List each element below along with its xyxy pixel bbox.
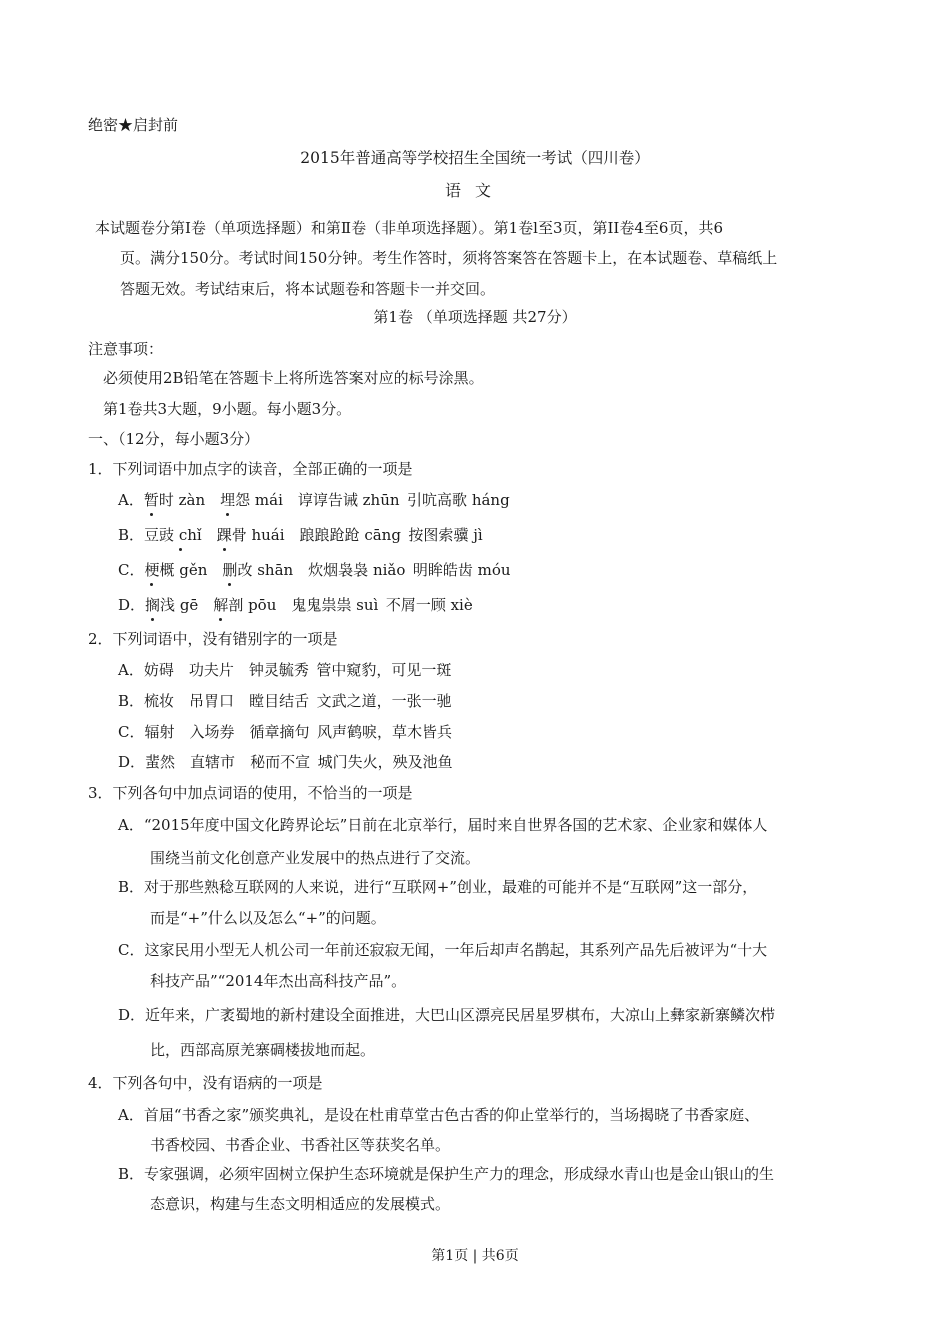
q3-option-d [118,1005,775,1025]
dotted-char: 梗 [144,561,160,579]
option-label: C． [118,723,145,741]
dotted-char: 删 [222,561,238,579]
word: 循章摘句 [249,723,310,741]
word: 豆 [144,526,160,544]
dotted-char: 踝 [216,526,232,544]
option-label: C． [118,941,145,959]
word: 城门失火，殃及池鱼 [317,753,453,771]
word: 入场券 [189,723,235,741]
word: 直辖市 [190,753,236,771]
word: 按图索骥 jì [408,526,483,544]
option-text: “2015年度中国文化跨界论坛”日前在北京举行，届时来自世界各国的艺术家、企业家和媒体人 [143,816,768,834]
dotted-char: 埋 [220,491,236,509]
option-text: 近年来，广袤蜀地的新村建设全面推进，大巴山区漂亮民居星罗棋布，大凉山上彝家新寨鳞次栉 [145,1006,776,1024]
intro-line-1: 本试题卷分第Ⅰ卷（单项选择题）和第Ⅱ卷（非单项选择题）。第1卷l至3页，第II卷4至6页，共6 [95,219,723,237]
q3-option-b-cont: 而是“+”什么以及怎么“+”的问题。 [150,909,386,927]
word: 秘而不宣 [250,753,311,771]
word: 文武之道，一张一驰 [316,692,452,710]
word: 不屑一顾 xiè [385,596,473,614]
q3-option-b [118,877,757,897]
q1-option-a [118,490,510,510]
option-text: 这家民用小型无人机公司一年前还寂寂无闻，一年后却声名鹊起，其系列产品先后被评为“十大 [144,941,768,959]
q3-option-d-cont: 比，西部高原羌寨碉楼拔地而起。 [150,1041,376,1059]
word: 钟灵毓秀 [248,661,309,679]
word: 时 zàn [158,491,206,509]
notes-item-1: 必须使用2B铅笔在答题卡上将所选答案对应的标号涂黑。 [103,369,484,387]
page-number: 第1页 | 共6页 [431,1248,519,1264]
option-label: C． [118,561,145,579]
option-label: A． [118,816,144,834]
word: 妨碍 [143,661,174,679]
q2-option-b [118,691,452,711]
word: 明眸皓齿 móu [412,561,511,579]
q2-option-d [118,752,453,772]
dotted-char: 暂 [143,491,159,509]
intro-line-3: 答题无效。考试结束后，将本试题卷和答题卡一并交回。 [120,280,496,298]
option-text: 专家强调，必须牢固树立保护生态环境就是保护生产力的理念，形成绿水青山也是金山银山的生 [144,1165,775,1183]
word: 管中窥豹，可见一斑 [316,661,452,679]
word: 怨 mái [235,491,283,509]
section-title: 第1卷 （单项选择题 共27分） [373,308,577,326]
q3-option-a [118,815,767,835]
q4-option-b [118,1164,774,1184]
word: 炊烟袅袅 niǎo [308,561,406,579]
option-label: B． [118,526,145,544]
word: 功夫片 [188,661,234,679]
option-label: D． [118,753,146,771]
q3-option-c-cont: 科技产品”“2014年杰出高科技产品”。 [150,972,407,990]
option-label: A． [118,491,144,509]
word: 鬼鬼祟祟 suì [291,596,379,614]
q2-option-a [118,660,451,680]
option-text: 首届“书香之家”颁奖典礼，是设在杜甫草堂古色古香的仰止堂举行的，当场揭晓了书香家庭、 [143,1106,760,1124]
part1-heading: 一、（12分，每小题3分） [88,430,260,448]
dotted-char: 搁 [145,596,161,614]
word: 瞠目结舌 [249,692,310,710]
word: 辐射 [144,723,175,741]
dotted-word: 豉 chǐ [159,526,202,544]
word: 踉踉跄跄 cāng [299,526,401,544]
word: 谆谆告诫 zhūn [297,491,400,509]
q2-option-c [118,722,452,742]
word: 骨 huái [231,526,285,544]
word: 剖 pōu [228,596,277,614]
q1-option-c [118,560,511,580]
q3-option-c [118,940,767,960]
exam-title: 2015年普通高等学校招生全国统一考试（四川卷） [300,149,650,167]
q4-option-b-cont: 态意识，构建与生态文明相适应的发展模式。 [150,1195,451,1213]
option-label: A． [118,1106,144,1124]
word: 改 shān [237,561,294,579]
option-label: B． [118,692,145,710]
q4-stem: 4．下列各句中，没有语病的一项是 [88,1074,323,1092]
option-label: A． [118,661,144,679]
word: 概 gěn [159,561,208,579]
q3-option-a-cont: 围绕当前文化创意产业发展中的热点进行了交流。 [150,849,481,867]
subject-title: 语文 [444,181,505,200]
option-label: D． [118,596,146,614]
intro-line-2: 页。满分150分。考试时间150分钟。考生作答时，须将答案答在答题卡上，在本试题卷、草稿纸上 [120,249,778,267]
q1-option-b [118,525,483,545]
word: 吊胃口 [189,692,235,710]
notes-label: 注意事项： [88,340,164,358]
word: 蜚然 [145,753,176,771]
option-label: B． [118,878,145,896]
option-text: 对于那些熟稔互联网的人来说，进行“互联网+”创业，最难的可能并不是“互联网”这一部分， [144,878,758,896]
notes-item-2: 第1卷共3大题，9小题。每小题3分。 [103,400,352,418]
dotted-char: 解 [213,596,229,614]
q2-stem: 2．下列词语中，没有错别字的一项是 [88,630,338,648]
confidential-mark: 绝密★启封前 [88,116,179,134]
q4-option-a-cont: 书香校园、书香企业、书香社区等获奖名单。 [150,1136,451,1154]
option-label: B． [118,1165,145,1183]
q3-stem: 3．下列各句中加点词语的使用，不恰当的一项是 [88,784,413,802]
q1-option-d [118,595,473,615]
word: 风声鹤唳，草木皆兵 [317,723,453,741]
word: 梳妆 [144,692,175,710]
word: 浅 gē [160,596,199,614]
option-label: D． [118,1006,146,1024]
word: 引吭高歌 háng [407,491,510,509]
q4-option-a [118,1105,759,1125]
q1-stem: 1．下列词语中加点字的读音，全部正确的一项是 [88,460,413,478]
